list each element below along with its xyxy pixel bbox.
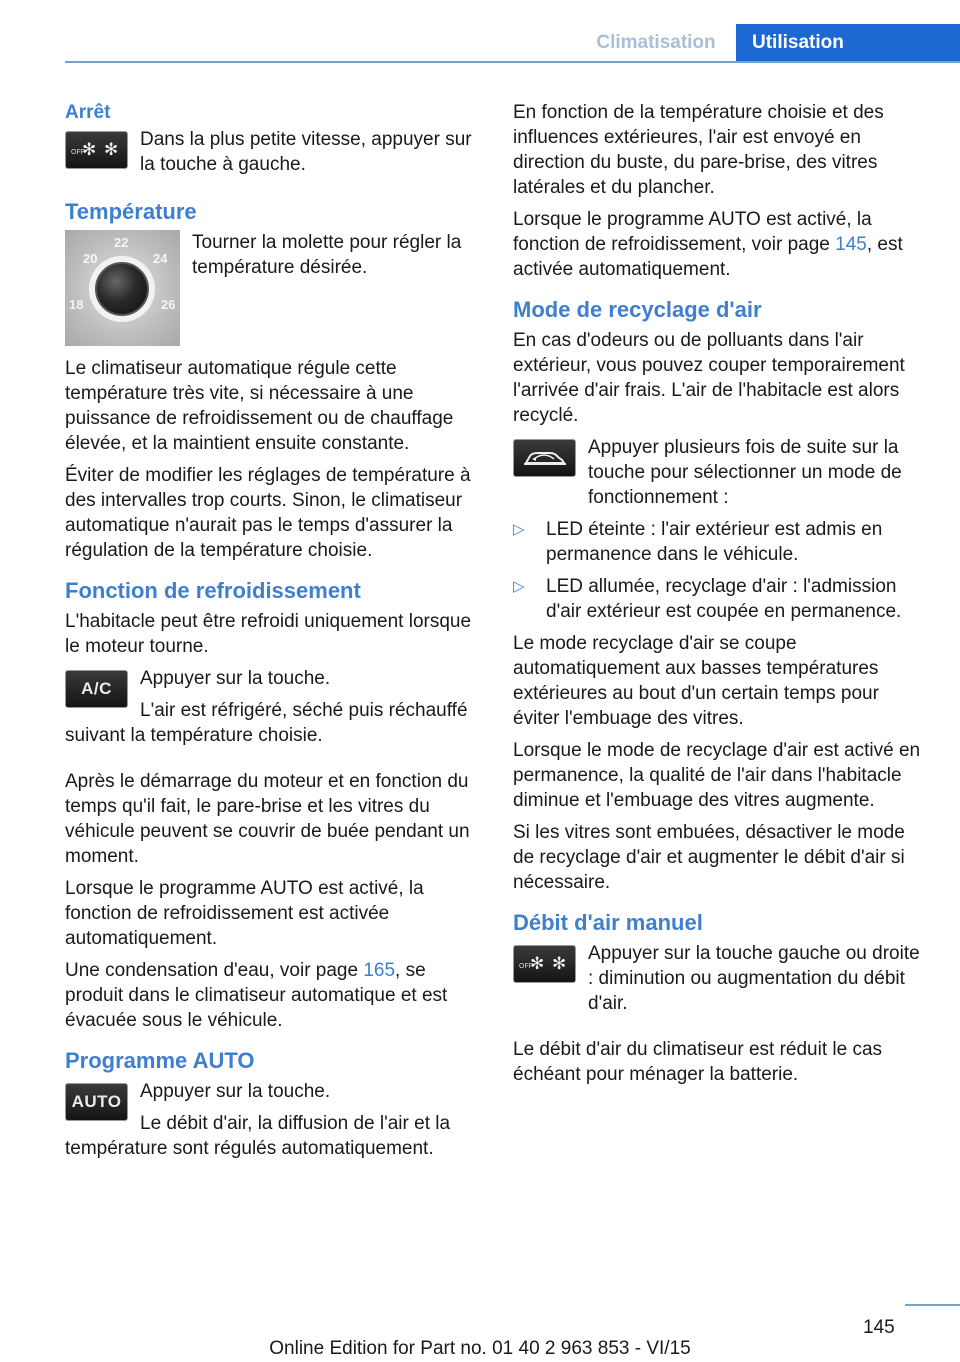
- mode-list: [513, 517, 928, 624]
- cooling-paragraph-4: Après le démarrage du moteur et en fonction du temps qu'il fait, le pare-brise et les vitres du véhicule peuvent se couvrir de buée pendant un moment.: [65, 771, 470, 867]
- cooling-paragraph-3: L'air est réfrigéré, séché puis réchauffé suivant la température choisie.: [65, 700, 468, 746]
- arret-text: Dans la plus petite vitesse, appuyer sur la touche à gauche.: [140, 129, 472, 175]
- header-section-tab[interactable]: Climatisation: [596, 32, 716, 53]
- right-p2-text-b: , est activée automatiquement.: [513, 234, 903, 280]
- right-p2-text-a: Lorsque le programme AUTO est activé, la fonction de refroidissement, voir page: [513, 209, 872, 255]
- auto-paragraph-1: Appuyer sur la touche.: [140, 1081, 331, 1102]
- fan-small-icon: ✻: [530, 954, 545, 973]
- list-item: [513, 517, 928, 567]
- recirculation-button-image: [513, 439, 576, 477]
- manual-airflow-paragraph-2: Le débit d'air du climatiseur est réduit le cas échéant pour ménager la batterie.: [513, 1039, 883, 1085]
- recirculation-paragraph-5: Si les vitres sont embuées, désactiver le mode de recyclage d'air et augmenter le débit d'air si nécessaire.: [513, 822, 905, 893]
- footer-edition: Online Edition for Part no. 01 40 2 963 853 - VI/15: [269, 1338, 691, 1359]
- left-column: [65, 100, 480, 1168]
- cooling-paragraph-1: L'habitacle peut être refroidi uniquement lorsque le moteur tourne.: [65, 611, 472, 657]
- footer-rule: [905, 1304, 960, 1306]
- dial-num-24: 24: [153, 251, 168, 266]
- fan-large-icon: ✻: [104, 140, 119, 159]
- temperature-paragraph-1: Le climatiseur automatique régule cette température très vite, si nécessaire à une puissance de refroidissement ou de chauffage élevée, et la maintient ensuite constante.: [65, 358, 454, 454]
- auto-heading: Programme AUTO: [65, 1048, 255, 1073]
- auto-paragraph-2: Le débit d'air, la diffusion de l'air et la température sont régulés automatiquement.: [65, 1113, 451, 1159]
- temperature-text: Tourner la molette pour régler la température désirée.: [192, 232, 462, 278]
- recirculation-paragraph-3: Le mode recyclage d'air se coupe automatiquement aux basses températures extérieures au bout d'un certain temps pour éviter l'embuage des vitres.: [513, 633, 879, 729]
- dial-num-20: 20: [83, 251, 98, 266]
- temperature-dial-image: [65, 230, 180, 346]
- dial-num-22: 22: [114, 235, 129, 250]
- temperature-paragraph-2: Éviter de modifier les réglages de température à des intervalles trop courts. Sinon, le climatiseur automatique n'aurait pas le temps d'assurer la régulation de la température choisie.: [65, 465, 471, 561]
- triangle-bullet-icon: ▷: [513, 578, 525, 595]
- cooling-p6-text-b: , se produit dans le climatiseur automatique et est évacuée sous le véhicule.: [65, 960, 448, 1031]
- cooling-paragraph-5: Lorsque le programme AUTO est activé, la fonction de refroidissement est activée automatiquement.: [65, 878, 424, 949]
- right-paragraph-2: [513, 207, 928, 282]
- page-link-165[interactable]: 165: [363, 960, 396, 981]
- page-number: 145: [863, 1317, 895, 1338]
- manual-airflow-heading: Débit d'air manuel: [513, 910, 703, 935]
- fan-speed-button-image: [513, 945, 576, 983]
- list-item: [513, 574, 928, 624]
- fan-small-icon: ✻: [82, 140, 97, 159]
- ac-button-image: [65, 670, 128, 708]
- right-column: [513, 100, 928, 1094]
- dial-num-18: 18: [69, 297, 84, 312]
- off-label: OFF: [71, 149, 85, 156]
- cooling-heading: Fonction de refroidissement: [65, 578, 361, 603]
- recirculation-heading: Mode de recyclage d'air: [513, 297, 762, 322]
- list-item-text: LED allumée, recyclage d'air : l'admission d'air extérieur est coupée en permanence.: [546, 576, 902, 622]
- dial-knob: [95, 262, 149, 316]
- fan-off-button-image: [65, 131, 128, 169]
- triangle-bullet-icon: ▷: [513, 521, 525, 538]
- auto-label: AUTO: [71, 1092, 122, 1111]
- page-link-145[interactable]: 145: [835, 234, 867, 255]
- cooling-paragraph-2: Appuyer sur la touche.: [140, 668, 331, 689]
- header-rule: [65, 61, 960, 63]
- recirculation-paragraph-2: Appuyer plusieurs fois de suite sur la touche pour sélectionner un mode de fonctionnement :: [588, 437, 902, 508]
- right-paragraph-1: En fonction de la température choisie et des influences extérieures, l'air est envoyé en direction du buste, du pare-brise, des vitres latérales et du plancher.: [513, 102, 884, 198]
- auto-button-image: [65, 1083, 128, 1121]
- cooling-p6-text-a: Une condensation d'eau, voir page: [65, 960, 364, 981]
- dial-num-26: 26: [161, 297, 176, 312]
- off-label: OFF: [519, 963, 533, 970]
- car-recirculation-icon: [514, 440, 575, 476]
- recirculation-paragraph-4: Lorsque le mode de recyclage d'air est activé en permanence, la qualité de l'air dans l'habitacle diminue et l'embuage des vitres augmente.: [513, 740, 921, 811]
- header-chapter-tab[interactable]: Utilisation: [736, 24, 960, 61]
- arret-heading: Arrêt: [65, 102, 111, 123]
- recirculation-paragraph-1: En cas d'odeurs ou de polluants dans l'air extérieur, vous pouvez couper temporairement l'arrivée d'air frais. L'air de l'habitacle est alors recyclé.: [513, 330, 905, 426]
- manual-airflow-paragraph-1: Appuyer sur la touche gauche ou droite : diminution ou augmentation du débit d'air.: [588, 943, 920, 1014]
- fan-large-icon: ✻: [552, 954, 567, 973]
- list-item-text: LED éteinte : l'air extérieur est admis en permanence dans le véhicule.: [546, 519, 883, 565]
- ac-label: A/C: [81, 679, 112, 698]
- temperature-heading: Température: [65, 199, 197, 224]
- cooling-paragraph-6: [65, 958, 480, 1033]
